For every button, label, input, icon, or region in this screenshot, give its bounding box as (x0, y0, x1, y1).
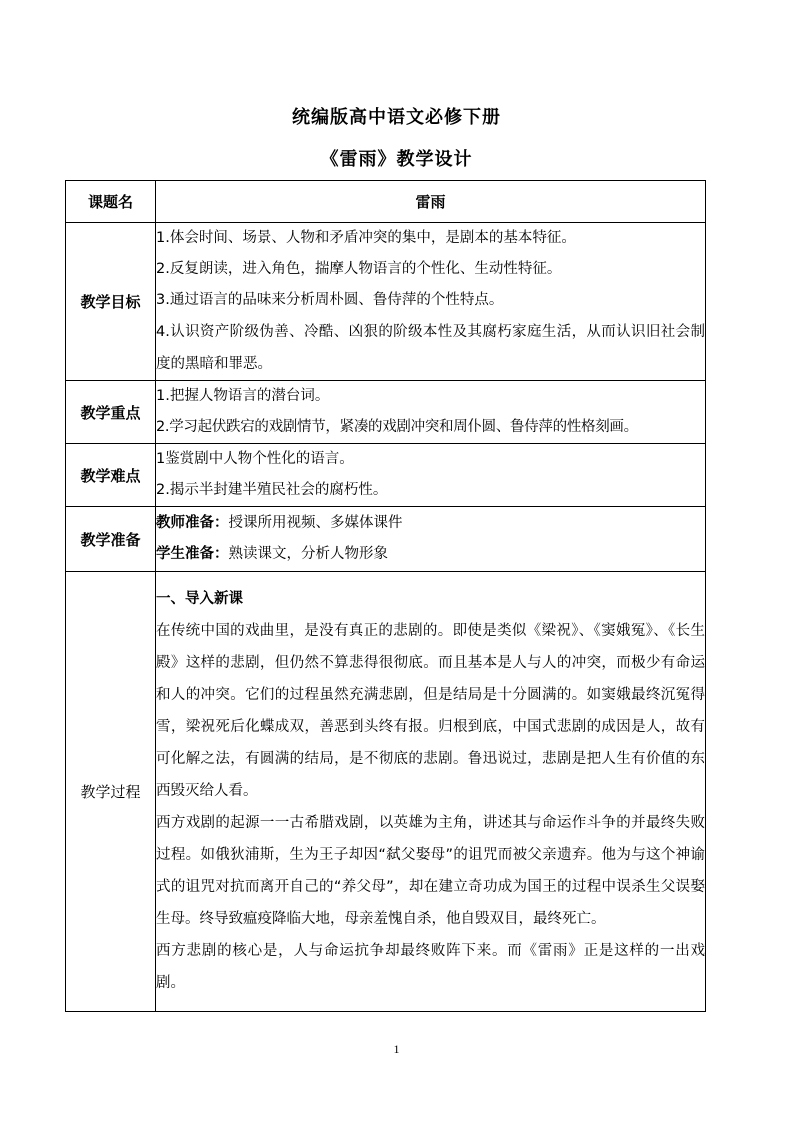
preparation-label: 教学准备 (66, 507, 156, 572)
page-number: 1 (393, 1042, 400, 1056)
teacher-preparation-label: 教师准备： (156, 515, 229, 531)
goal-item: 2.反复朗读，进入角色，揣摩人物语言的个性化、生动性特征。 (156, 261, 562, 277)
difficulty-item: 1鉴赏剧中人物个性化的语言。 (156, 451, 354, 467)
process-paragraph: 西方悲剧的核心是，人与命运抗争却最终败阵下来。而《雷雨》正是这样的一出戏剧。 (156, 943, 705, 991)
goal-item: 4.认识资产阶级伪善、冷酷、凶狠的阶级本性及其腐朽家庭生活，从而认识旧社会制度的黑暗和罪恶。 (156, 324, 705, 372)
lesson-plan-table (65, 180, 706, 1012)
goal-item: 3.通过语言的品味来分析周朴圆、鲁侍萍的个性特点。 (156, 292, 504, 308)
key-point-item: 1.把握人物语言的潜台词。 (156, 388, 330, 404)
course-name-value: 雷雨 (156, 181, 706, 223)
difficulty-item: 2.揭示半封建半殖民社会的腐朽性。 (156, 482, 388, 498)
table-row-key-points (66, 381, 706, 444)
teacher-preparation-text: 授课所用视频、多媒体课件 (228, 515, 403, 531)
process-paragraph: 西方戏剧的起源一一古希腊戏剧，以英雄为主角，讲述其与命运作斗争的并最终失败过程。如俄狄浦斯，生为王子却因“弑父娶母”的诅咒而被父亲遗弃。他为与这个神谕式的诅咒对抗而离开自己的“养父母”，却在建立奇功成为国王的过程中误杀生父误娶生母。终导致瘟疫降临大地，母亲羞愧自杀，他自毁双目，最终死亡。 (156, 815, 705, 927)
preparation-content (156, 507, 706, 572)
process-section-title: 一、导入新课 (156, 591, 243, 607)
table-row-difficulties (66, 444, 706, 507)
teacher-preparation (156, 508, 705, 539)
teaching-goals-label: 教学目标 (66, 223, 156, 381)
teaching-goals-content (156, 223, 706, 381)
process-content (156, 572, 706, 1012)
table-row-goals (66, 223, 706, 381)
key-points-content (156, 381, 706, 444)
difficulties-content (156, 444, 706, 507)
process-label: 教学过程 (66, 572, 156, 1012)
key-point-item: 2.学习起伏跌宕的戏剧情节，紧凑的戏剧冲突和周仆圆、鲁侍萍的性格刻画。 (156, 419, 638, 435)
student-preparation-label: 学生准备： (156, 546, 229, 562)
key-points-label: 教学重点 (66, 381, 156, 444)
course-name-label: 课题名 (66, 181, 156, 223)
process-paragraph: 在传统中国的戏曲里，是没有真正的悲剧的。即使是类似《梁祝》、《窦娥冤》、《长生殿》这样的悲剧，但仍然不算悲得很彻底。而且基本是人与人的冲突，而极少有命运和人的冲突。它们的过程虽然充满悲剧，但是结局是十分圆满的。如窦娥最终沉冤得雪，梁祝死后化蝶成双，善恶到头终有报。归根到底，中国式悲剧的成因是人，故有可化解之法，有圆满的结局，是不彻底的悲剧。鲁迅说过，悲剧是把人生有价值的东西毁灭给人看。 (156, 623, 705, 799)
document-title: 统编版高中语文必修下册 (292, 107, 501, 128)
goal-item: 1.体会时间、场景、人物和矛盾冲突的集中，是剧本的基本特征。 (156, 230, 576, 246)
student-preparation (156, 539, 705, 570)
student-preparation-text: 熟读课文，分析人物形象 (228, 546, 388, 562)
difficulties-label: 教学难点 (66, 444, 156, 507)
table-row-header (66, 181, 706, 223)
table-row-preparation (66, 507, 706, 572)
table-row-process (66, 572, 706, 1012)
document-subtitle: 《雷雨》教学设计 (320, 149, 473, 170)
